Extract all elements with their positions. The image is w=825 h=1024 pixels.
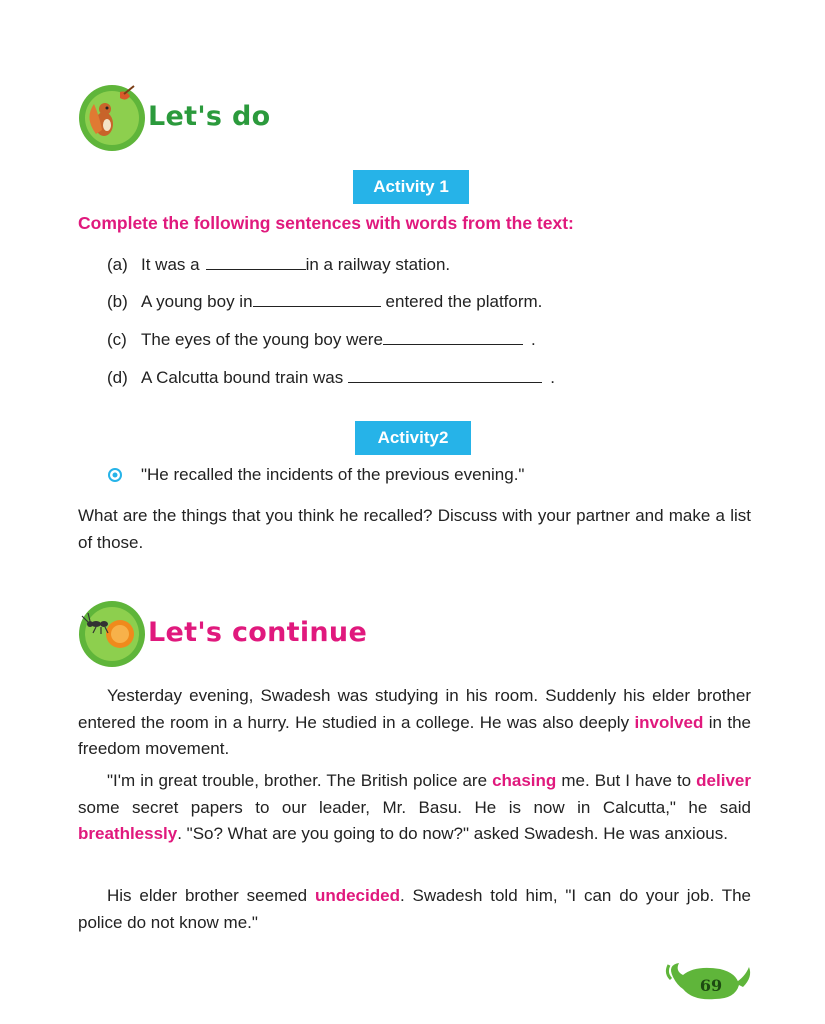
question-text-after: in a railway station. bbox=[305, 255, 451, 274]
question-c bbox=[107, 330, 536, 350]
question-text-after: entered the platform. bbox=[385, 292, 543, 311]
story-paragraph-1: Yesterday evening, Swadesh was studying in his room. Suddenly his elder brother entered the room in a hurry. He studied in a college. He was also deeply involved in the freedom movement. bbox=[78, 686, 751, 758]
page-number: 69 bbox=[699, 976, 723, 995]
quote-text: "He recalled the incidents of the previous evening." bbox=[141, 465, 525, 484]
story-paragraph-3: His elder brother seemed undecided. Swadesh told him, "I can do your job. The police do not know me." bbox=[78, 886, 752, 932]
question-text-before: A young boy in bbox=[141, 292, 253, 311]
question-text-before: It was a bbox=[141, 255, 200, 274]
activity-2-prompt: What are the things that you think he recalled? Discuss with your partner and make a list of those. bbox=[78, 506, 751, 552]
squirrel-icon bbox=[74, 78, 150, 154]
answer-blank[interactable] bbox=[206, 255, 306, 270]
answer-blank[interactable] bbox=[348, 368, 542, 383]
activity-1-instruction: Complete the following sentences with words from the text: bbox=[78, 213, 574, 233]
question-text-before: A Calcutta bound train was bbox=[141, 368, 344, 387]
page-number-leaf bbox=[665, 955, 755, 1005]
answer-blank[interactable] bbox=[383, 330, 523, 345]
activity-1-badge: Activity 1 bbox=[353, 170, 469, 204]
question-label: (a) bbox=[107, 255, 128, 274]
keyword: undecided bbox=[314, 886, 400, 905]
question-label: (c) bbox=[107, 330, 127, 349]
keyword: involved bbox=[634, 712, 704, 732]
question-text-after: . bbox=[530, 330, 536, 349]
target-bullet-icon bbox=[108, 468, 122, 482]
activity-2-quote bbox=[108, 465, 524, 485]
answer-blank[interactable] bbox=[253, 292, 381, 307]
question-text-before: The eyes of the young boy were bbox=[141, 330, 383, 349]
lets-do-title: Let's do bbox=[148, 100, 271, 132]
ant-icon bbox=[74, 594, 150, 670]
story-paragraph-2: "I'm in great trouble, brother. The British police are chasing me. But I have to deliver some secret papers to our leader, Mr. Basu. He is now in Calcutta," he said breathlessly. "So? What are you going to do now?" asked Swadesh. He was anxious. bbox=[78, 771, 751, 843]
question-d bbox=[107, 368, 555, 388]
lets-continue-title: Let's continue bbox=[148, 616, 368, 648]
lets-do-heading bbox=[74, 78, 270, 154]
lets-continue-heading bbox=[74, 594, 367, 670]
keyword: breathlessly bbox=[78, 824, 178, 843]
keyword: deliver bbox=[696, 771, 751, 790]
question-b bbox=[107, 292, 542, 312]
question-a bbox=[107, 255, 450, 275]
question-text-after: . bbox=[550, 368, 555, 387]
activity-2-badge: Activity2 bbox=[355, 421, 471, 455]
keyword: chasing bbox=[492, 771, 557, 790]
question-label: (b) bbox=[107, 292, 128, 311]
question-label: (d) bbox=[107, 368, 128, 387]
